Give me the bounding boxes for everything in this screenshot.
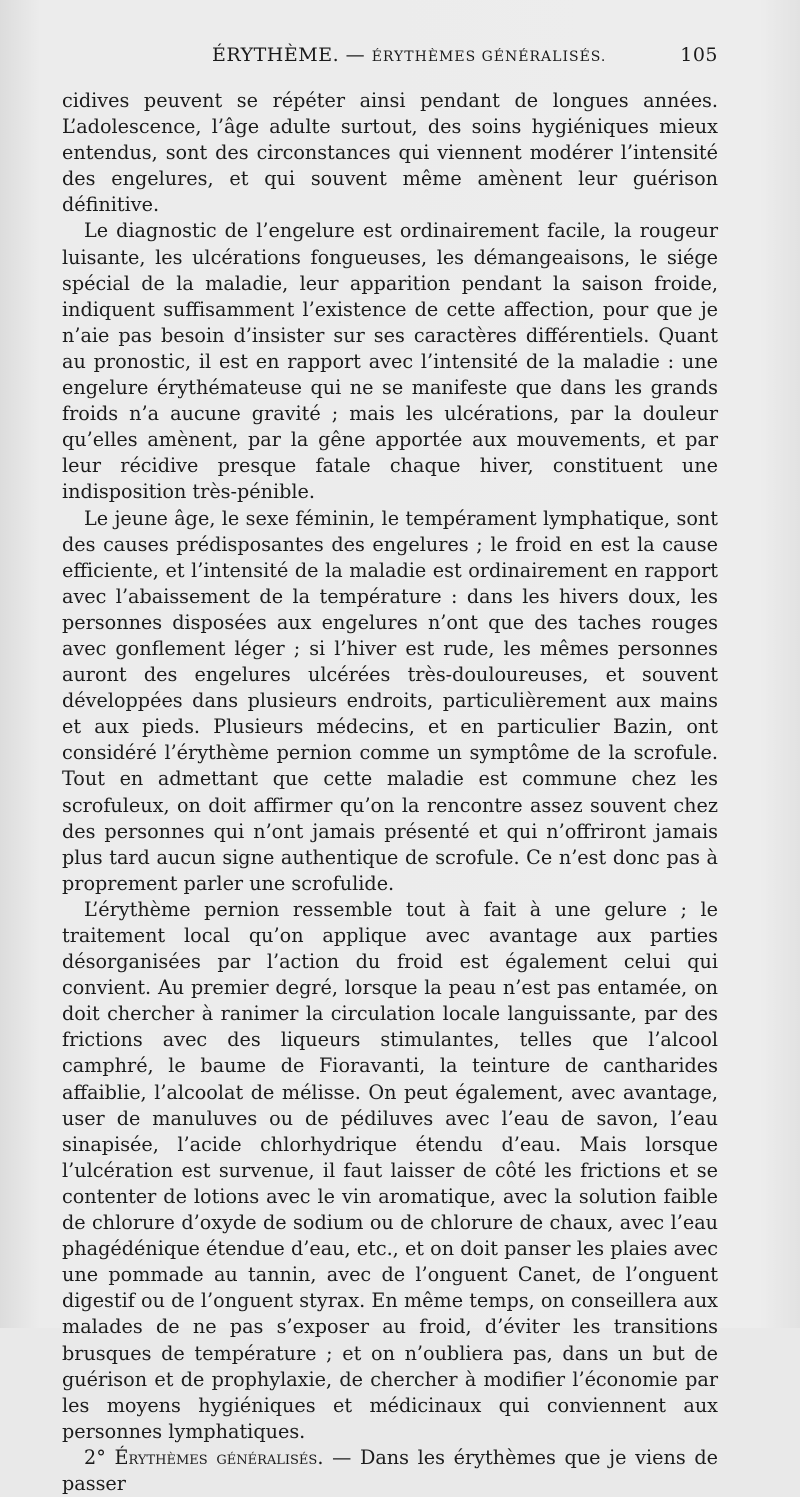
running-title-subtitle: ÉRYTHÈMES GÉNÉRALISÉS.: [371, 49, 607, 65]
paragraph-treatment: L’érythème pernion ressemble tout à fait à une gelure ; le traitement local qu’on applique avec avantage aux parties désorganisées par l’action du froid est également celui qui convient. Au premier degré, lorsque la peau n’est pas entamée, on doit chercher à ranimer la circulation locale languissante, par des frictions avec des liqueurs stimulantes, telles que l’alcool camphré, le baume de Fioravanti, la teinture de cantharides affaiblie, l’alcoolat de mélisse. On peut également, avec avantage, user de manuluves ou de pédiluves avec l’eau de savon, l’eau sinapisée, l’acide chlorhydrique étendu d’eau. Mais lorsque l’ulcération est survenue, il faut laisser de côté les frictions et se contenter de lotions avec le vin aromatique, avec la solution faible de chlorure d’oxyde de sodium ou de chlorure de chaux, avec l’eau phagédénique étendue d’eau, etc., et on doit panser les plaies avec une pommade au tannin, avec de l’onguent Canet, de l’onguent digestif ou de l’onguent styrax. En même temps, on conseillera aux malades de ne pas s’exposer au froid, d’éviter les transitions brusques de température ; et on n’oubliera pas, dans un but de guérison et de prophylaxie, de chercher à modifier l’économie par les moyens hygiéniques et médicinaux qui conviennent aux personnes lymphatiques.: [62, 897, 718, 1443]
running-title-dash: —: [345, 44, 366, 66]
running-title-main: ÉRYTHÈME.: [212, 44, 340, 66]
paragraph-diagnostic: Le diagnostic de l’engelure est ordinairement facile, la rougeur luisante, les ulcérations fongueuses, les démangeaisons, le siége spécial de la maladie, leur apparition pendant la saison froide, indiquent suffisamment l’existence de cette affection, pour que je n’aie pas besoin d’insister sur ses caractères différentiels. Quant au pronostic, il est en rapport avec l’intensité de la maladie : une engelure érythémateuse qui ne se manifeste que dans les grands froids n’a aucune gravité ; mais les ulcérations, par la douleur qu’elles amènent, par la gêne apportée aux mouvements, et par leur récidive presque fatale chaque hiver, constituent une indisposition très-pénible.: [62, 219, 718, 504]
body-text: [62, 88, 718, 1497]
section-text: Dans les érythèmes que je viens de passer: [62, 1445, 718, 1495]
section-label: Érythèmes généralisés.: [114, 1445, 324, 1469]
running-head: [62, 44, 718, 72]
running-title: [212, 44, 606, 66]
section-dash: —: [332, 1445, 352, 1469]
page-number: 105: [680, 44, 718, 66]
section-heading: [62, 1445, 718, 1497]
paragraph-continuation: cidives peuvent se répéter ainsi pendant de longues années. L’adolescence, l’âge adulte surtout, des soins hygiéniques mieux entendus, sont des circonstances qui viennent modérer l’intensité des engelures, et qui souvent même amènent leur guérison définitive.: [62, 89, 718, 217]
section-number: 2°: [84, 1445, 106, 1469]
paragraph-causes: Le jeune âge, le sexe féminin, le tempérament lymphatique, sont des causes prédisposantes des engelures ; le froid en est la cause efficiente, et l’intensité de la maladie est ordinairement en rapport avec l’abaissement de la température : dans les hivers doux, les personnes disposées aux engelures n’ont que des taches rouges avec gonflement léger ; si l’hiver est rude, les mêmes personnes auront des engelures ulcérées très-douloureuses, et souvent développées dans plusieurs endroits, particulièrement aux mains et aux pieds. Plusieurs médecins, et en particulier Bazin, ont considéré l’érythème pernion comme un symptôme de la scrofule. Tout en admettant que cette maladie est commune chez les scrofuleux, on doit affirmer qu’on la rencontre assez souvent chez des personnes qui n’ont jamais présenté et qui n’offriront jamais plus tard aucun signe authentique de scrofule. Ce n’est donc pas à proprement parler une scrofulide.: [62, 506, 718, 895]
